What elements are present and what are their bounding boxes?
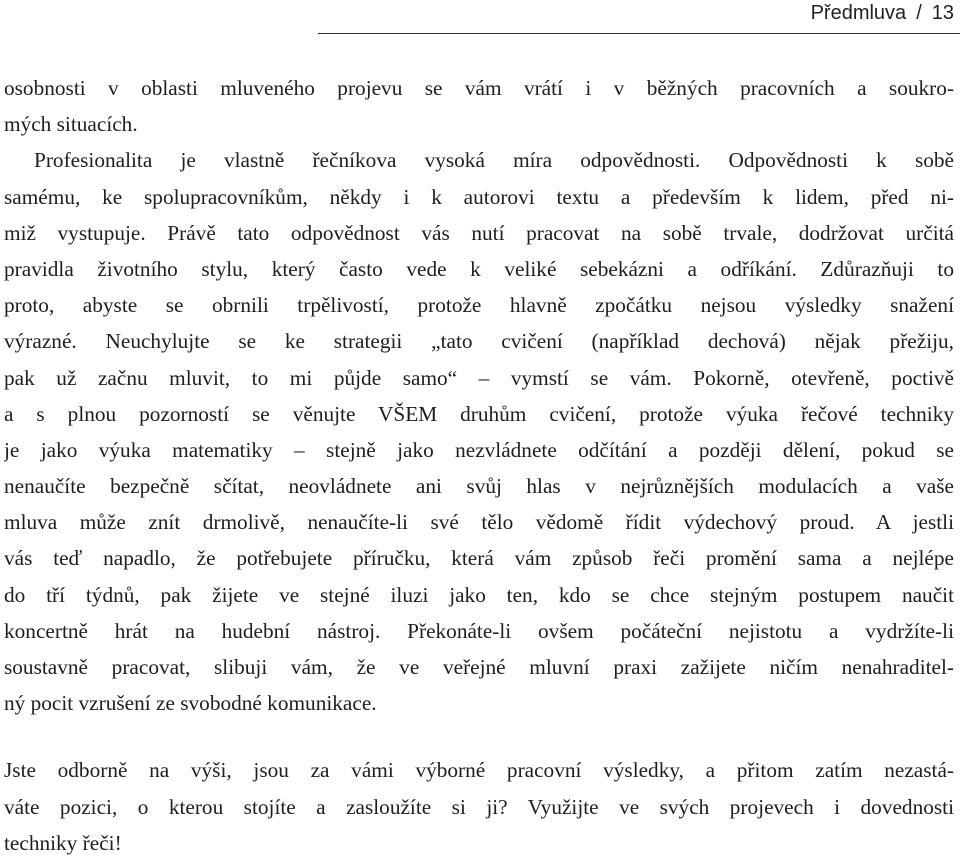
text-line: pak už začnu mluvit, to mi půjde samo“ – vymstí se vám. Pokorně, otevřeně, poctivě [4,365,954,390]
text-line: váte pozici, o kterou stojíte a zasloužíte si ji? Využijte ve svých projevech i dovednosti [4,794,954,819]
header-rule [318,33,960,34]
text-line: osobnosti v oblasti mluveného projevu se vám vrátí i v běžných pracovních a soukro- [4,76,954,100]
paragraph-gap [4,721,954,752]
text-line: ný pocit vzrušení ze svobodné komunikace. [4,691,377,716]
text-line: samému, ke spolupracovníkům, někdy i k autorovi textu a především k lidem, před ni- [4,184,954,209]
text-line: Profesionalita je vlastně řečníkova vysoká míra odpovědnosti. Odpovědnosti k sobě [34,148,954,173]
text-line: pravidla životního stylu, který často vede k veliké sebekázni a odříkání. Zdůrazňuji to [4,256,954,281]
body-text [4,70,954,861]
text-line: a s plnou pozorností se věnujte VŠEM druhům cvičení, protože výuka řečové techniky [4,401,954,426]
text-line: vás teď napadlo, že potřebujete příručku, která vám způsob řeči promění sama a nejlépe [4,546,954,571]
paragraph-2 [4,142,954,721]
text-line: je jako výuka matematiky – stejně jako nezvládnete odčítání a později dělení, pokud se [4,437,954,462]
page-number: 13 [931,2,954,24]
text-line: nenaučíte bezpečně sčítat, neovládnete ani svůj hlas v nejrůznějších modulacích a vaše [4,474,954,499]
running-header [811,0,954,28]
text-line: soustavně pracovat, slibuji vám, že ve veřejné mluvní praxi zažijete ničím nenahraditel- [4,655,954,679]
header-separator: / [916,2,922,24]
paragraph-1 [4,70,954,142]
paragraph-3 [4,752,954,861]
chapter-title: Předmluva [810,2,907,24]
text-line: proto, abyste se obrnili trpělivostí, protože hlavně zpočátku nejsou výsledky snažení [4,293,954,318]
text-line: do tří týdnů, pak žijete ve stejné iluzi jako ten, kdo se chce stejným postupem naučit [4,582,954,607]
text-line: miž vystupuje. Právě tato odpovědnost vás nutí pracovat na sobě trvale, dodržovat určitá [4,220,954,245]
text-line: výrazné. Neuchylujte se ke strategii „tato cvičení (například dechová) nějak přežiju, [4,329,954,354]
text-line: mých situacích. [4,112,138,137]
text-line: Jste odborně na výši, jsou za vámi výborné pracovní výsledky, a přitom zatím nezastá- [4,758,954,783]
text-line: koncertně hrát na hudební nástroj. Překonáte-li ovšem počáteční nejistotu a vydržíte-li [4,618,954,643]
text-line: mluva může znít drmolivě, nenaučíte-li své tělo vědomě řídit výdechový proud. A jestli [4,510,954,535]
text-line: techniky řeči! [4,830,122,855]
